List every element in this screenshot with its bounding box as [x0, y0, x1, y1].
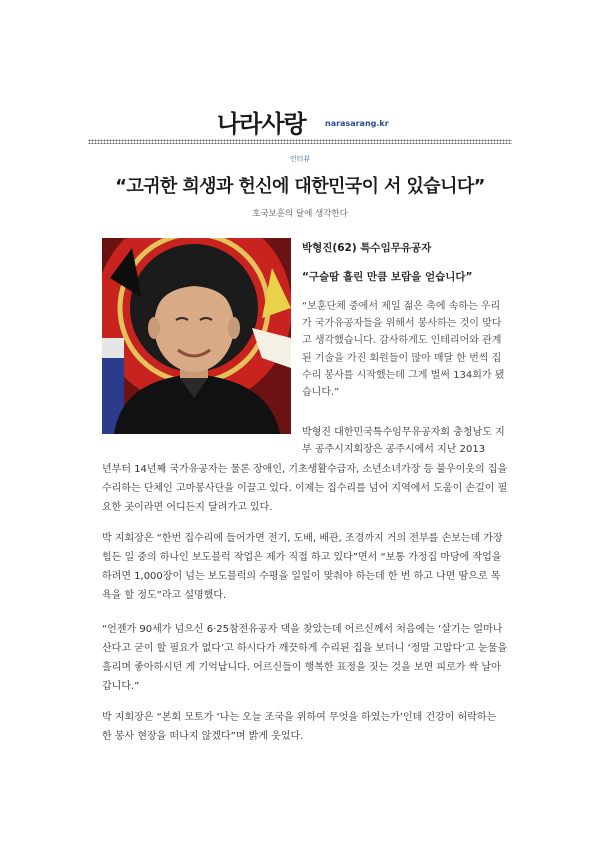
quote-title: “구슬땀 흘린 만큼 보람을 얻습니다” — [302, 271, 473, 283]
paragraph-1-continued: 년부터 14년째 국가유공자는 물론 장애인, 기초생활수급자, 소년소녀가장 등 불우이웃의 집을 수리하는 단체인 고마봉사단을 이끌고 있다. 이제는 집수리를 넘어 지역에서 도움이 손길이 필요한 곳이라면 어디든지 달려가고 있다. — [102, 464, 508, 513]
paragraph-4: 박 지회장은 “본회 모토가 ‘나는 오늘 조국을 위하여 무엇을 하였는가’인데 건강이 허락하는 한 봉사 현장을 떠나지 않겠다”며 밝게 웃었다. — [102, 712, 497, 742]
portrait-photo — [102, 238, 291, 434]
section-label: 인터뷰 — [289, 155, 311, 163]
logo-english: narasarang.kr — [325, 119, 389, 128]
paragraph-2: 박 지회장은 “한번 집수리에 들어가면 전기, 도배, 배관, 조경까지 거의 전부를 손보는데 가장 힘든 일 중의 하나인 보도블럭 작업은 제가 직접 하고 있다”면서 “보통 가정집 마당에 작업을 하려면 1,000장이 넘는 보도블럭의 수평을 일일이 맞춰야 하는데 한 번 하고 나면 땀으로 목욕을 할 정도”라고 설명했다. — [102, 533, 503, 601]
interviewee-name: 박형진(62) 특수임무유공자 — [302, 242, 432, 254]
subhead: 호국보훈의 달에 생각한다 — [252, 209, 348, 219]
paragraph-3: “언젠가 90세가 넘으신 6·25참전유공자 댁을 찾았는데 어르신께서 처음에는 ‘살기는 얼마나 산다고 굳이 할 필요가 없다’고 하시다가 깨끗하게 수리된 집을 보더니 ‘정말 고맙다’고 눈물을 흘리며 좋아하시던 게 기억납니다. 어르신들이 행복한 표정을 짓는 것을 보면 피로가 싹 날아갑니다.” — [102, 624, 508, 692]
paragraph-1-side: 박형진 대한민국특수임무유공자회 충청남도 지부 공주시지회장은 공주시에서 지난 2013 — [302, 427, 505, 455]
logo-korean: 나라사랑 — [217, 110, 306, 138]
pull-quote: “보훈단체 중에서 제일 젊은 축에 속하는 우리가 국가유공자들을 위해서 봉사하는 것이 맞다고 생각했습니다. 감사하게도 인테리어와 관계된 기술을 가진 회원들이 많아 매달 한 번씩 집수리 봉사를 시작했는데 그게 벌써 134회가 됐습니다.” — [302, 301, 505, 398]
masthead — [0, 104, 600, 138]
dotted-divider — [88, 139, 512, 144]
headline: “고귀한 희생과 헌신에 대한민국이 서 있습니다” — [115, 176, 485, 197]
